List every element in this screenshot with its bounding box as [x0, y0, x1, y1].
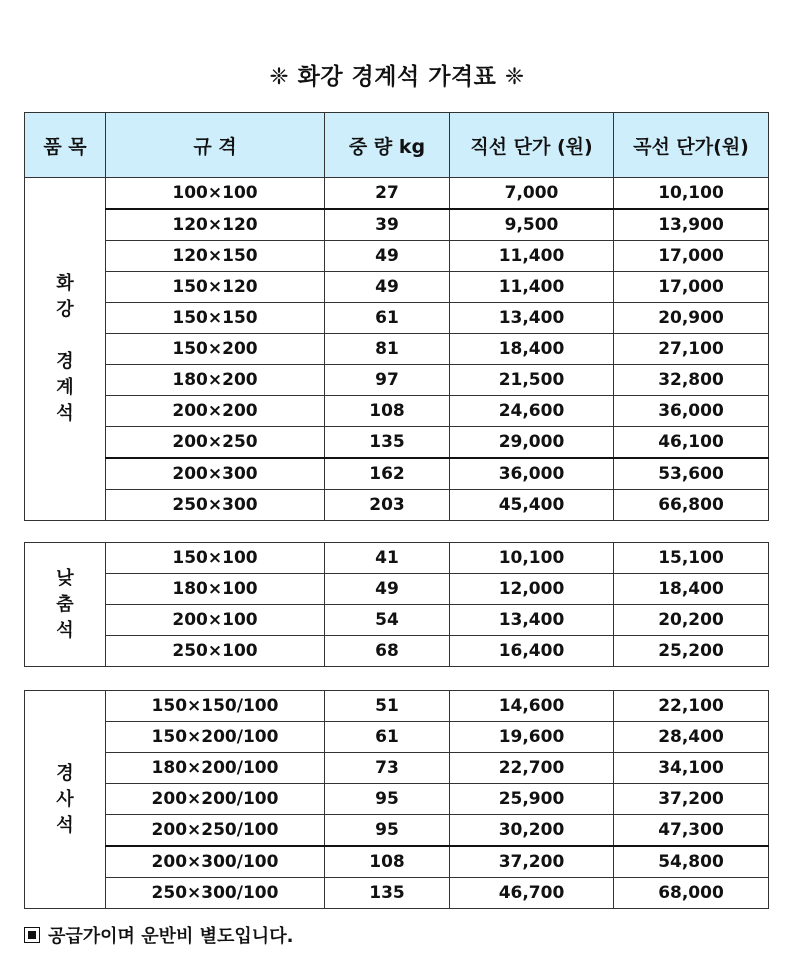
straight-price-cell: 45,400	[450, 490, 614, 521]
straight-price-cell: 18,400	[450, 334, 614, 365]
table-row	[25, 543, 769, 574]
header-weight: 중 량 kg	[325, 113, 450, 178]
table-row	[25, 334, 769, 365]
straight-price-cell: 22,700	[450, 753, 614, 784]
straight-price-cell: 13,400	[450, 605, 614, 636]
page-title: ❈ 화강 경계석 가격표 ❈	[269, 64, 525, 90]
section-body	[25, 178, 769, 521]
table-row	[25, 605, 769, 636]
table-row	[25, 784, 769, 815]
curved-price-cell: 47,300	[614, 815, 769, 847]
curved-price-cell: 18,400	[614, 574, 769, 605]
spec-cell: 120×150	[106, 241, 325, 272]
weight-cell: 135	[325, 878, 450, 909]
spec-cell: 250×300/100	[106, 878, 325, 909]
weight-cell: 73	[325, 753, 450, 784]
curved-price-cell: 34,100	[614, 753, 769, 784]
header-row	[25, 113, 769, 178]
curved-price-cell: 15,100	[614, 543, 769, 574]
spec-cell: 100×100	[106, 178, 325, 210]
straight-price-cell: 7,000	[450, 178, 614, 210]
header-item: 품 목	[25, 113, 106, 178]
header-straight-price: 직선 단가 (원)	[450, 113, 614, 178]
weight-cell: 108	[325, 396, 450, 427]
straight-price-cell: 24,600	[450, 396, 614, 427]
table-row	[25, 209, 769, 241]
curved-price-cell: 32,800	[614, 365, 769, 396]
square-bullet-icon	[24, 927, 40, 943]
straight-price-cell: 11,400	[450, 272, 614, 303]
weight-cell: 49	[325, 272, 450, 303]
spec-cell: 180×200/100	[106, 753, 325, 784]
table-row	[25, 427, 769, 459]
straight-price-cell: 11,400	[450, 241, 614, 272]
weight-cell: 41	[325, 543, 450, 574]
straight-price-cell: 13,400	[450, 303, 614, 334]
spec-cell: 200×100	[106, 605, 325, 636]
spec-cell: 180×100	[106, 574, 325, 605]
spec-cell: 250×100	[106, 636, 325, 667]
curved-price-cell: 46,100	[614, 427, 769, 459]
straight-price-cell: 16,400	[450, 636, 614, 667]
straight-price-cell: 25,900	[450, 784, 614, 815]
weight-cell: 49	[325, 574, 450, 605]
price-table-low-curb	[24, 542, 769, 667]
weight-cell: 51	[325, 691, 450, 722]
spec-cell: 250×300	[106, 490, 325, 521]
weight-cell: 203	[325, 490, 450, 521]
spec-cell: 200×200	[106, 396, 325, 427]
weight-cell: 68	[325, 636, 450, 667]
table-row	[25, 878, 769, 909]
weight-cell: 61	[325, 722, 450, 753]
curved-price-cell: 25,200	[614, 636, 769, 667]
straight-price-cell: 9,500	[450, 209, 614, 241]
curved-price-cell: 36,000	[614, 396, 769, 427]
straight-price-cell: 19,600	[450, 722, 614, 753]
table-row	[25, 303, 769, 334]
curved-price-cell: 20,200	[614, 605, 769, 636]
curved-price-cell: 54,800	[614, 846, 769, 878]
curved-price-cell: 17,000	[614, 241, 769, 272]
table-row	[25, 490, 769, 521]
spec-cell: 200×200/100	[106, 784, 325, 815]
curved-price-cell: 10,100	[614, 178, 769, 210]
category-cell: 낮 춤 석	[25, 543, 106, 667]
curved-price-cell: 53,600	[614, 458, 769, 490]
table-row	[25, 396, 769, 427]
curved-price-cell: 22,100	[614, 691, 769, 722]
spec-cell: 180×200	[106, 365, 325, 396]
spec-cell: 200×300/100	[106, 846, 325, 878]
curved-price-cell: 27,100	[614, 334, 769, 365]
straight-price-cell: 30,200	[450, 815, 614, 847]
weight-cell: 27	[325, 178, 450, 210]
weight-cell: 49	[325, 241, 450, 272]
table-row	[25, 178, 769, 210]
spec-cell: 120×120	[106, 209, 325, 241]
table-row	[25, 753, 769, 784]
weight-cell: 97	[325, 365, 450, 396]
straight-price-cell: 14,600	[450, 691, 614, 722]
curved-price-cell: 17,000	[614, 272, 769, 303]
price-table-slope-curb	[24, 690, 769, 909]
section-body	[25, 543, 769, 667]
curved-price-cell: 37,200	[614, 784, 769, 815]
straight-price-cell: 36,000	[450, 458, 614, 490]
table-row	[25, 722, 769, 753]
weight-cell: 95	[325, 815, 450, 847]
table-row	[25, 272, 769, 303]
spec-cell: 200×250/100	[106, 815, 325, 847]
curved-price-cell: 20,900	[614, 303, 769, 334]
weight-cell: 162	[325, 458, 450, 490]
spec-cell: 200×300	[106, 458, 325, 490]
table-row	[25, 691, 769, 722]
curved-price-cell: 68,000	[614, 878, 769, 909]
straight-price-cell: 10,100	[450, 543, 614, 574]
header-spec: 규 격	[106, 113, 325, 178]
spec-cell: 150×100	[106, 543, 325, 574]
weight-cell: 81	[325, 334, 450, 365]
table-row	[25, 241, 769, 272]
spec-cell: 150×200/100	[106, 722, 325, 753]
header-curved-price: 곡선 단가(원)	[614, 113, 769, 178]
spec-cell: 150×150	[106, 303, 325, 334]
table-row	[25, 636, 769, 667]
price-table-granite-curb	[24, 112, 769, 521]
spec-cell: 200×250	[106, 427, 325, 459]
curved-price-cell: 13,900	[614, 209, 769, 241]
footnote-text: 공급가이며 운반비 별도입니다.	[48, 926, 294, 947]
table-row	[25, 365, 769, 396]
table-row	[25, 846, 769, 878]
table-row	[25, 574, 769, 605]
section-body	[25, 691, 769, 909]
straight-price-cell: 37,200	[450, 846, 614, 878]
footnote	[24, 922, 293, 948]
weight-cell: 135	[325, 427, 450, 459]
curved-price-cell: 66,800	[614, 490, 769, 521]
straight-price-cell: 12,000	[450, 574, 614, 605]
spec-cell: 150×200	[106, 334, 325, 365]
category-cell: 화 강 경 계 석	[25, 178, 106, 521]
weight-cell: 108	[325, 846, 450, 878]
straight-price-cell: 29,000	[450, 427, 614, 459]
straight-price-cell: 46,700	[450, 878, 614, 909]
table-row	[25, 815, 769, 847]
curved-price-cell: 28,400	[614, 722, 769, 753]
weight-cell: 61	[325, 303, 450, 334]
spec-cell: 150×120	[106, 272, 325, 303]
weight-cell: 39	[325, 209, 450, 241]
table-row	[25, 458, 769, 490]
straight-price-cell: 21,500	[450, 365, 614, 396]
weight-cell: 95	[325, 784, 450, 815]
category-cell: 경 사 석	[25, 691, 106, 909]
weight-cell: 54	[325, 605, 450, 636]
spec-cell: 150×150/100	[106, 691, 325, 722]
